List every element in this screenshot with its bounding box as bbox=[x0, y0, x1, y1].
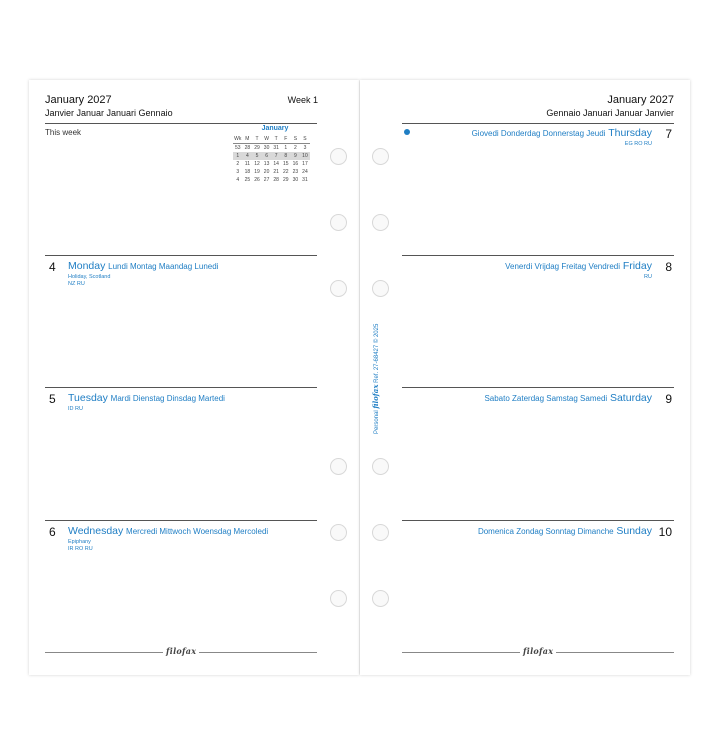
binder-hole bbox=[330, 524, 347, 541]
new-moon-icon bbox=[404, 129, 410, 135]
calendar-day-cell: 7 bbox=[271, 152, 281, 160]
calendar-day-cell: 8 bbox=[281, 152, 291, 160]
day-heading-tuesday bbox=[68, 392, 225, 404]
binder-hole bbox=[330, 590, 347, 607]
calendar-day-cell: 17 bbox=[302, 161, 308, 167]
calendar-day-cell: 11 bbox=[244, 161, 250, 167]
calendar-header-cell: T bbox=[252, 135, 262, 144]
day-name: Saturday bbox=[609, 392, 652, 404]
day-note: EG RO RU bbox=[624, 141, 652, 147]
day-translations: Mercredi Mittwoch Woensdag Mercoledi bbox=[126, 527, 269, 536]
left-month-translations: Janvier Januar Januari Gennaio bbox=[45, 108, 173, 118]
spine-info bbox=[371, 324, 380, 434]
calendar-day-cell: 12 bbox=[254, 161, 260, 167]
day-translations: Giovedi Donderdag Donnerstag Jeudi bbox=[471, 129, 606, 138]
calendar-day-cell: 30 bbox=[292, 177, 299, 183]
day-heading-wednesday bbox=[68, 525, 268, 537]
calendar-week-number: 1 bbox=[233, 152, 243, 160]
binder-hole bbox=[330, 280, 347, 297]
day-note: RU bbox=[644, 274, 652, 280]
calendar-day-cell: 28 bbox=[273, 177, 279, 183]
calendar-day-cell: 30 bbox=[263, 145, 270, 151]
calendar-day-cell: 22 bbox=[282, 169, 289, 175]
day-translations: Lundi Montag Maandag Lunedi bbox=[108, 262, 219, 271]
day-rule-wednesday bbox=[45, 520, 317, 521]
calendar-week-number: 4 bbox=[236, 177, 240, 183]
calendar-week-row bbox=[233, 176, 310, 184]
day-heading-monday bbox=[68, 260, 218, 272]
day-name: Monday bbox=[68, 260, 106, 272]
calendar-header-cell: F bbox=[281, 135, 291, 144]
day-number: 5 bbox=[49, 392, 56, 406]
day-heading-friday bbox=[505, 260, 652, 272]
day-rule-tuesday bbox=[45, 387, 317, 388]
calendar-header-cell: T bbox=[271, 135, 281, 144]
binder-hole bbox=[330, 214, 347, 231]
day-rule-saturday bbox=[402, 387, 674, 388]
header-rule bbox=[402, 123, 674, 124]
header-rule bbox=[45, 123, 317, 124]
calendar-day-cell: 20 bbox=[263, 169, 270, 175]
mini-calendar-month: January bbox=[261, 125, 289, 132]
calendar-day-cell: 10 bbox=[300, 152, 310, 160]
day-number: 4 bbox=[49, 260, 56, 274]
calendar-day-cell: 28 bbox=[244, 145, 251, 151]
calendar-header-cell: W bbox=[262, 135, 272, 144]
day-rule-sunday bbox=[402, 520, 674, 521]
calendar-day-cell: 13 bbox=[263, 161, 270, 167]
day-number: 7 bbox=[665, 127, 672, 141]
calendar-day-cell: 9 bbox=[291, 152, 301, 160]
calendar-header-cell: M bbox=[243, 135, 253, 144]
day-rule-friday bbox=[402, 255, 674, 256]
binder-hole bbox=[330, 148, 347, 165]
calendar-week-row bbox=[233, 160, 310, 168]
calendar-week-row bbox=[233, 168, 310, 176]
calendar-day-cell: 16 bbox=[292, 161, 299, 167]
day-number: 9 bbox=[665, 392, 672, 406]
calendar-day-cell: 24 bbox=[302, 169, 308, 175]
calendar-week-row bbox=[233, 152, 310, 160]
binder-hole bbox=[372, 148, 389, 165]
day-name: Thursday bbox=[608, 127, 652, 139]
binder-hole bbox=[372, 214, 389, 231]
day-name: Friday bbox=[622, 260, 652, 272]
spine-ref: Ref. 27-68427 bbox=[374, 344, 380, 383]
calendar-day-cell: 3 bbox=[303, 145, 307, 151]
calendar-day-cell: 26 bbox=[254, 177, 260, 183]
day-note: ID RU bbox=[68, 406, 83, 412]
calendar-week-number: 53 bbox=[235, 145, 241, 151]
day-heading-saturday bbox=[484, 392, 652, 404]
binder-hole bbox=[372, 280, 389, 297]
calendar-day-cell: 25 bbox=[244, 177, 251, 183]
spine-size: Personal bbox=[374, 410, 380, 434]
calendar-day-cell: 15 bbox=[282, 161, 289, 167]
day-rule-monday bbox=[45, 255, 317, 256]
calendar-week-number: 2 bbox=[236, 161, 240, 167]
binder-hole bbox=[372, 458, 389, 475]
week-label: Week 1 bbox=[287, 95, 318, 105]
calendar-day-cell: 19 bbox=[254, 169, 260, 175]
day-note: IR RO RU bbox=[68, 546, 93, 552]
day-name: Tuesday bbox=[68, 392, 108, 404]
day-name: Sunday bbox=[616, 525, 652, 537]
filofax-logo: filofax bbox=[520, 646, 556, 656]
left-month-title: January 2027 bbox=[45, 94, 112, 106]
calendar-week-number: 3 bbox=[236, 169, 240, 175]
day-note: NZ RU bbox=[68, 281, 85, 287]
day-number: 8 bbox=[665, 260, 672, 274]
calendar-day-cell: 21 bbox=[273, 169, 279, 175]
day-number: 10 bbox=[658, 525, 672, 539]
calendar-header-cell: S bbox=[300, 135, 310, 144]
day-note: Epiphany bbox=[68, 539, 91, 545]
calendar-header-cell: Wk bbox=[234, 136, 242, 142]
day-number: 6 bbox=[49, 525, 56, 539]
calendar-day-cell: 29 bbox=[282, 177, 289, 183]
calendar-day-cell: 31 bbox=[302, 177, 308, 183]
calendar-day-cell: 29 bbox=[254, 145, 260, 151]
calendar-day-cell: 23 bbox=[292, 169, 299, 175]
right-month-title: January 2027 bbox=[607, 94, 674, 106]
calendar-day-cell: 5 bbox=[252, 152, 262, 160]
day-translations: Mardi Dienstag Dinsdag Martedi bbox=[110, 394, 225, 403]
binder-hole bbox=[372, 590, 389, 607]
calendar-day-cell: 2 bbox=[293, 145, 297, 151]
calendar-header-cell: S bbox=[291, 135, 301, 144]
calendar-week-row bbox=[233, 144, 310, 153]
mini-calendar bbox=[233, 135, 310, 184]
binder-hole bbox=[330, 458, 347, 475]
calendar-day-cell: 27 bbox=[263, 177, 270, 183]
day-note: Holiday, Scotland bbox=[68, 274, 111, 280]
calendar-day-cell: 1 bbox=[284, 145, 288, 151]
left-page bbox=[29, 80, 359, 675]
calendar-day-cell: 31 bbox=[273, 145, 279, 151]
day-translations: Sabato Zaterdag Samstag Samedi bbox=[484, 394, 608, 403]
day-heading-sunday bbox=[478, 525, 652, 537]
spine-brand: filofax bbox=[371, 384, 380, 409]
day-translations: Domenica Zondag Sonntag Dimanche bbox=[477, 527, 614, 536]
filofax-logo: filofax bbox=[163, 646, 199, 656]
day-name: Wednesday bbox=[68, 525, 124, 537]
calendar-day-cell: 6 bbox=[262, 152, 272, 160]
binder-hole bbox=[372, 524, 389, 541]
right-month-translations: Gennaio Januari Januar Janvier bbox=[546, 108, 674, 118]
right-page bbox=[360, 80, 690, 675]
day-heading-thursday bbox=[472, 127, 652, 139]
spine-copyright: © 2025 bbox=[374, 323, 380, 344]
calendar-day-cell: 14 bbox=[273, 161, 279, 167]
day-translations: Venerdi Vrijdag Freitag Vendredi bbox=[505, 262, 621, 271]
calendar-day-cell: 18 bbox=[244, 169, 251, 175]
calendar-day-cell: 4 bbox=[243, 152, 253, 160]
this-week-label: This week bbox=[45, 128, 82, 137]
